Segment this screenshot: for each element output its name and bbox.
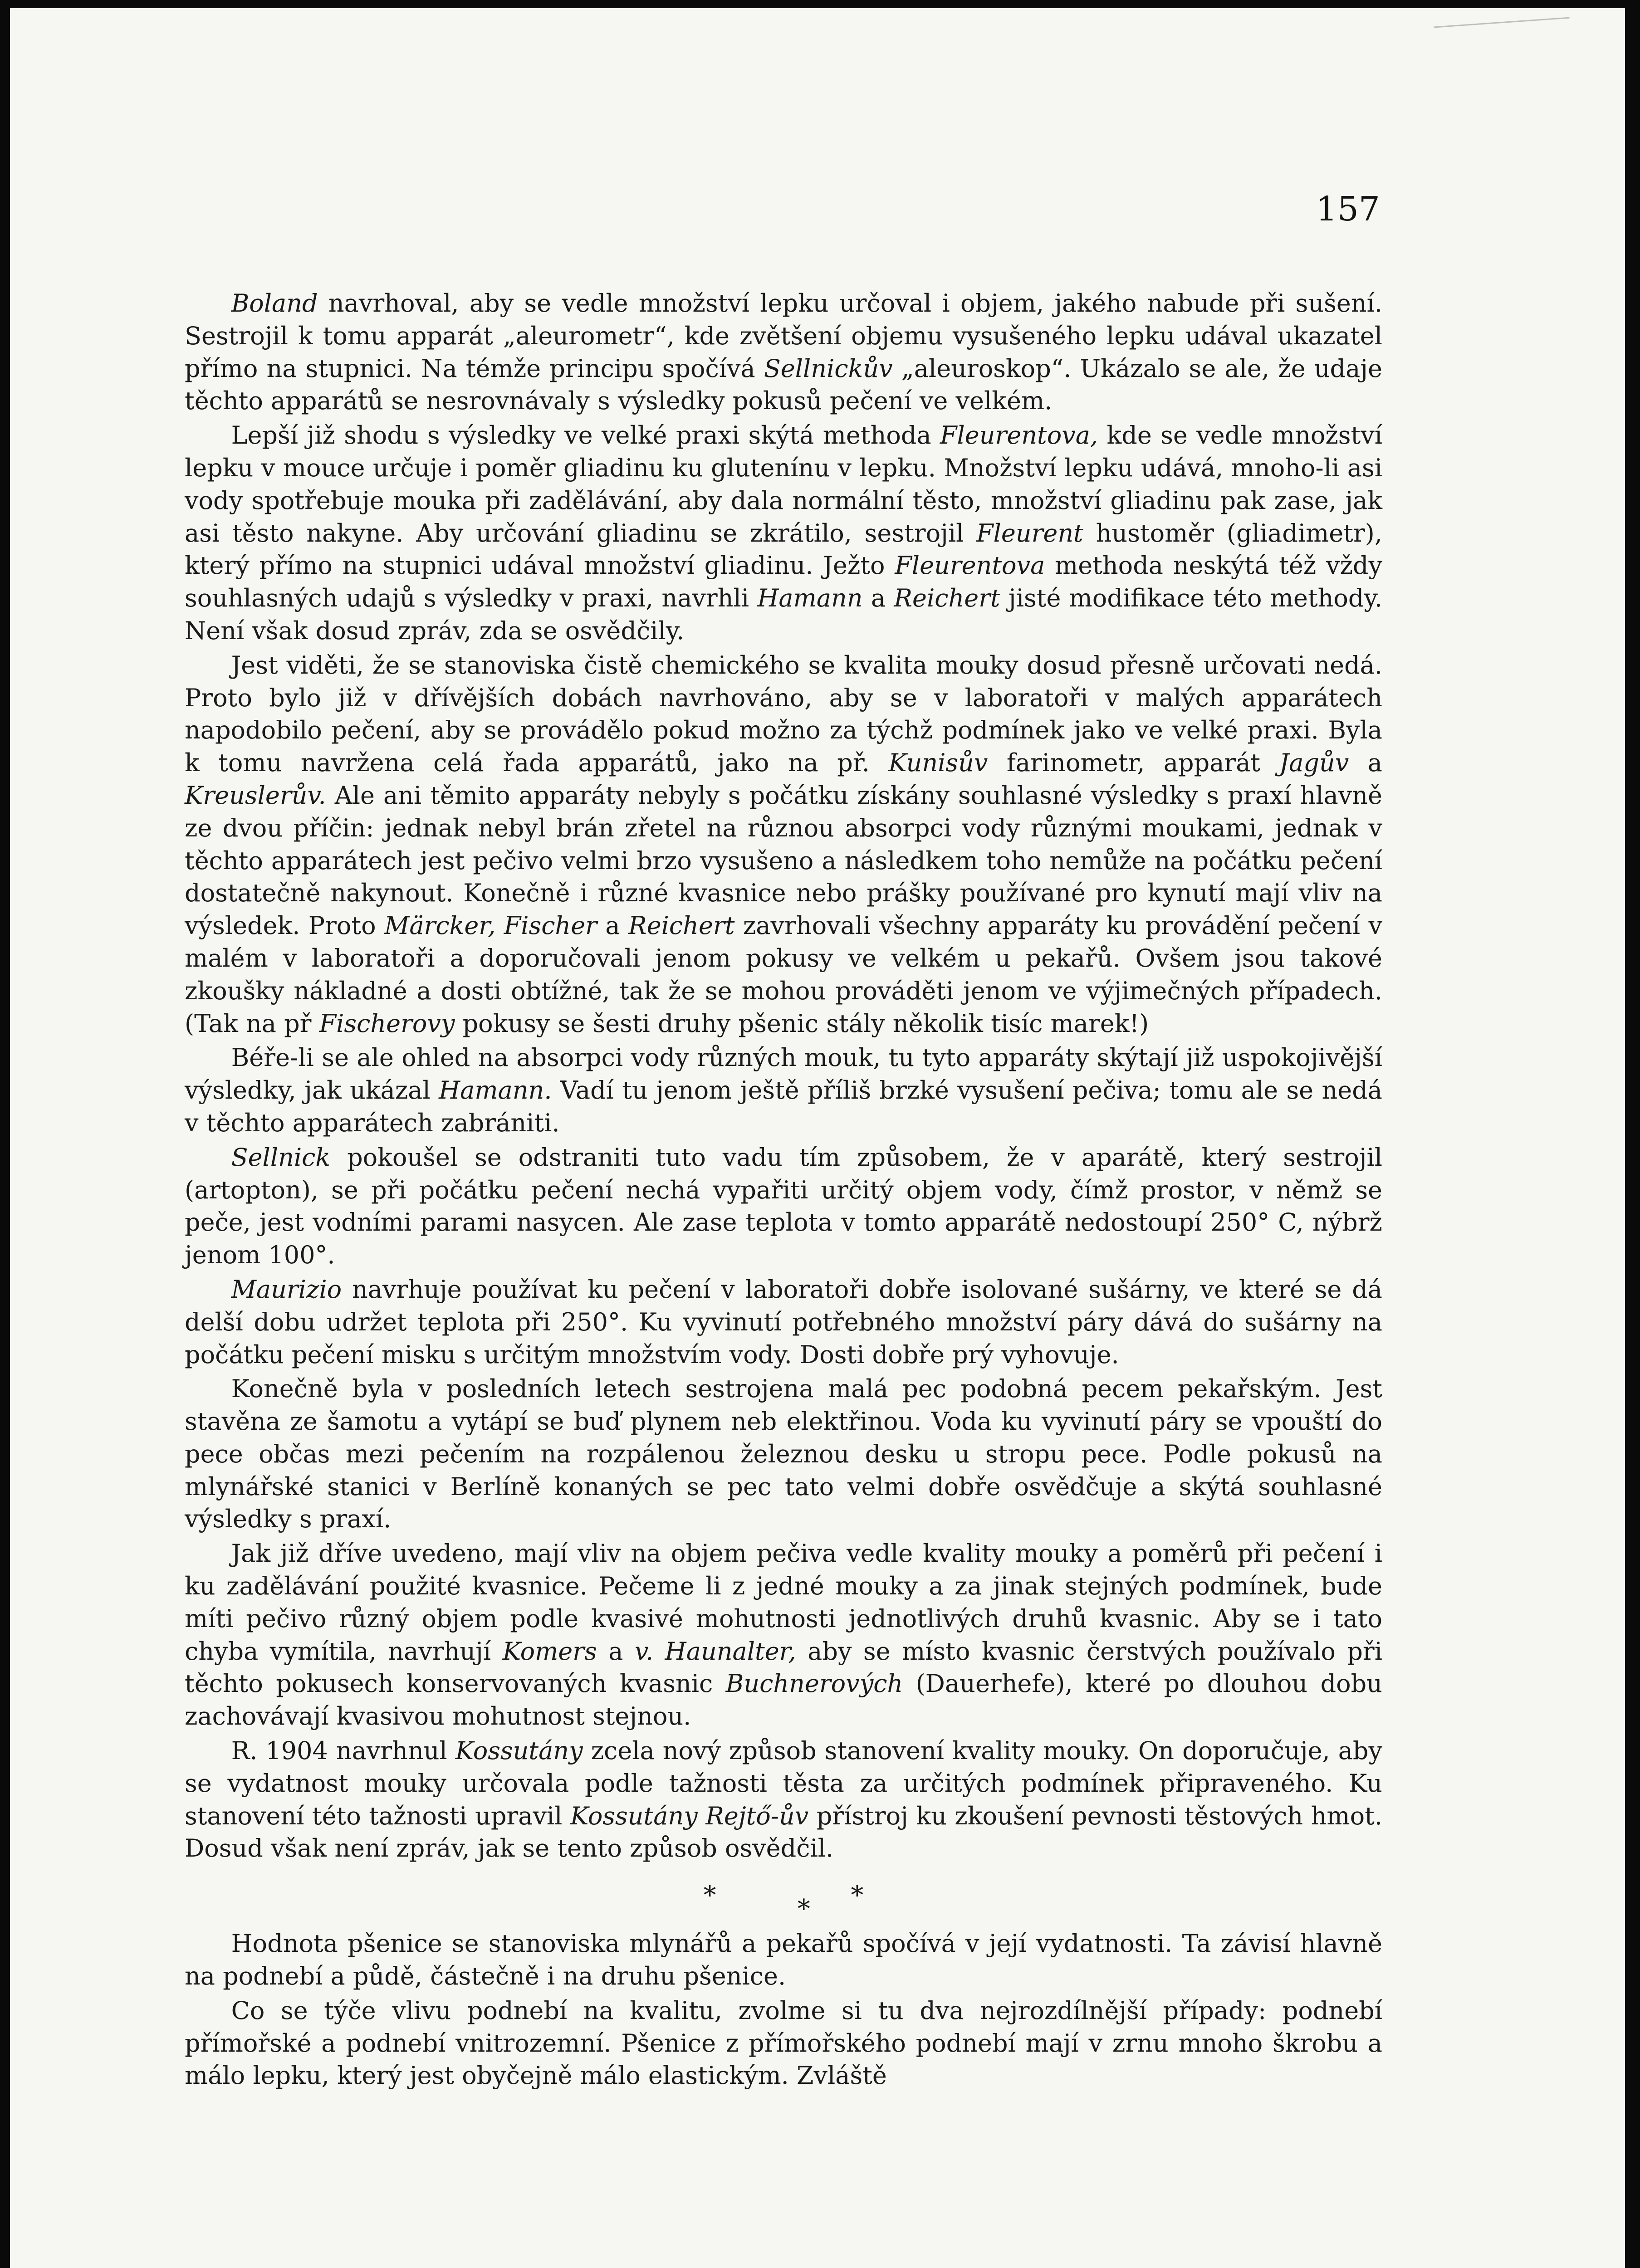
italic-name: Hamann: [757, 584, 863, 613]
text-run: kde se vedle množství lepku v mouce určuje i poměr gliadinu ku glutenínu v lepku. Množství lepku udává, mnoho-li asi vody spotřebuje mouka při zadělávání, aby dala normální těsto, množství gliadinu pak zase, jak asi těsto nakyne. Aby určování gliadinu se zkrátilo, sestrojil: [185, 421, 1382, 547]
italic-name: Reichert: [894, 584, 1000, 613]
italic-name: v. Haunalter,: [634, 1637, 796, 1666]
text-run: Co se týče vlivu podnebí na kvalitu, zvolme si tu dva nejrozdílnější případy: podnebí přímořské a podnebí vnitrozemní. Pšenice z přímořského podnebí mají v zrnu mnoho škrobu a málo lepku, který jest obyčejně málo elastickým. Zvláště: [185, 1996, 1382, 2090]
text-run: pokusy se šesti druhy pšenic stály několik tisíc marek!): [455, 1009, 1149, 1038]
italic-name: Kossutány Rejtő-ův: [570, 1801, 809, 1830]
paragraph: [185, 649, 1382, 1040]
italic-name: Fleurent: [976, 518, 1083, 547]
paragraph: [185, 287, 1382, 417]
italic-name: Reichert: [628, 911, 735, 940]
body-paragraphs: [185, 287, 1382, 1865]
text-run: zavrhovali všechny apparáty ku provádění pečení v malém v laboratoři a doporučovali jenom pokusy ve velkém u pekařů. Ovšem jsou takové zkoušky nákladné a dosti obtížné, tak že se mohou prováděti jenom ve výjimečných případech. (Tak na př: [185, 911, 1382, 1038]
text-run: přístroj ku zkoušení pevnosti těstových hmot. Dosud však není zpráv, jak se tento způsob osvědčil.: [185, 1801, 1382, 1863]
text-run: (Dauerhefe), které po dlouhou dobu zachovávají kvasivou mohutnost stejnou.: [185, 1669, 1382, 1731]
text-run: Ale ani těmito apparáty nebyly s počátku získány souhlasné výsledky s praxí hlavně ze dvou příčin: jednak nebyl brán zřetel na různou absorpci vody různými moukami, jednak v těchto apparátech jest pečivo velmi brzo vysušeno a následkem toho nemůže na počátku pečení dostatečně nakynout. Konečně i různé kvasnice nebo prášky používané pro kynutí mají vliv na výsledek. Proto: [185, 781, 1382, 940]
text-run: methoda neskýtá též vždy souhlasných udajů s výsledky v praxi, navrhli: [185, 551, 1382, 613]
text-run: farinometr, apparát: [988, 748, 1279, 777]
scan-edge-mark: [1434, 17, 1571, 55]
paragraph: [185, 1537, 1382, 1733]
text-run: zcela nový způsob stanovení kvality mouky. On doporučuje, aby se vydatnost mouky určovala podle tažnosti těsta za určitých podmínek připraveného. Ku stanovení této tažnosti upravil: [185, 1736, 1382, 1830]
text-run: a: [1349, 748, 1382, 777]
text-run: a: [597, 911, 629, 940]
italic-name: Fleurentova: [895, 551, 1045, 580]
paragraph: [185, 1927, 1382, 1993]
italic-name: Märcker, Fischer: [384, 911, 597, 940]
book-page: [10, 8, 1625, 2268]
text-run: a: [597, 1637, 635, 1666]
asterisk: *: [851, 1881, 904, 1911]
italic-name: Sellnickův: [764, 354, 893, 383]
paragraph: [185, 1735, 1382, 1865]
closing-paragraphs: [185, 1927, 1382, 2092]
text-run: Béře-li se ale ohled na absorpci vody různých mouk, tu tyto apparáty skýtají již uspokojivější výsledky, jak ukázal: [185, 1043, 1382, 1105]
text-run: pokoušel se odstraniti tuto vadu tím způsobem, že v aparátě, který sestrojil (artopton), se při počátku pečení nechá vypařiti určitý objem vody, čímž prostor, v němž se peče, jest vodními parami nasycen. Ale zase teplota v tomto apparátě nedostoupí 250° C, nýbrž jenom 100°.: [185, 1143, 1382, 1270]
text-run: aby se místo kvasnic čerstvých používalo při těchto pokusech konservovaných kvasnic: [185, 1637, 1382, 1698]
paragraph: [185, 1273, 1382, 1371]
italic-name: Sellnick: [231, 1143, 331, 1172]
italic-name: Maurizio: [231, 1275, 342, 1304]
text-run: Jest viděti, že se stanoviska čistě chemického se kvalita mouky dosud přesně určovati nedá. Proto bylo již v dřívějších dobách navrhováno, aby se v laboratoři v malých apparátech napodobilo pečení, aby se provádělo pokud možno za týchž podmínek jako ve velké praxi. Byla k tomu navržena celá řada apparátů, jako na př.: [185, 650, 1382, 777]
italic-name: Boland: [231, 289, 318, 318]
asterisk: *: [797, 1894, 851, 1924]
paragraph: [185, 1041, 1382, 1139]
paragraph: [185, 419, 1382, 647]
text-run: „aleuroskop“. Ukázalo se ale, že udaje těchto apparátů se nesrovnávaly s výsledky pokusů pečení ve velkém.: [185, 354, 1382, 415]
paragraph: [185, 1994, 1382, 2092]
text-run: Hodnota pšenice se stanoviska mlynářů a pekařů spočívá v její vydatnosti. Ta závisí hlavně na podnebí a půdě, částečně i na druhu pšenice.: [185, 1929, 1382, 1991]
text-run: Lepší již shodu s výsledky ve velké praxi skýtá methoda: [231, 421, 940, 450]
text-run: navrhuje používat ku pečení v laboratoři dobře isolované sušárny, ve které se dá delší dobu udržet teplota při 250°. Ku vyvinutí potřebného množství páry dává do sušárny na počátku pečení misku s určitým množstvím vody. Dosti dobře prý vyhovuje.: [185, 1275, 1382, 1369]
italic-name: Komers: [502, 1637, 597, 1666]
italic-name: Kreuslerův.: [185, 781, 326, 810]
asterisk: *: [703, 1881, 757, 1911]
page-number: 157: [1316, 190, 1380, 229]
text-run: navrhoval, aby se vedle množství lepku určoval i objem, jakého nabude při sušení. Sestrojil k tomu apparát „aleurometr“, kde zvětšení objemu vysušeného lepku udával ukazatel přímo na stupnici. Na témže principu spočívá: [185, 289, 1382, 383]
text-run: a: [862, 584, 894, 613]
section-divider: [185, 1882, 1382, 1927]
text-run: R. 1904 navrhnul: [231, 1736, 455, 1765]
paragraph: [185, 1141, 1382, 1271]
body-text: [185, 287, 1382, 2092]
italic-name: Hamann.: [439, 1076, 552, 1105]
text-run: Konečně byla v posledních letech sestrojena malá pec podobná pecem pekařským. Jest stavěna ze šamotu a vytápí se buď plynem neb elektřinou. Voda ku vyvinutí páry se vpouští do pece občas mezi pečením na rozpálenou železnou desku u stropu pece. Podle pokusů na mlynářské stanici v Berlíně konaných se pec tato velmi dobře osvědčuje a skýtá souhlasné výsledky s praxí.: [185, 1374, 1382, 1534]
text-run: Jak již dříve uvedeno, mají vliv na objem pečiva vedle kvality mouky a poměrů při pečení i ku zadělávání použité kvasnice. Pečeme li z jedné mouky a za jinak stejných podmínek, bude míti pečivo různý objem podle kvasivé mohutnosti jednotlivých druhů kvasnic. Aby se i tato chyba vymítila, navrhují: [185, 1539, 1382, 1666]
italic-name: Buchnerových: [725, 1669, 903, 1698]
italic-name: Kossutány: [455, 1736, 583, 1765]
italic-name: Kunisův: [888, 748, 988, 777]
text-run: Vadí tu jenom ještě příliš brzké vysušení pečiva; tomu ale se nedá v těchto apparátech zabrániti.: [185, 1076, 1382, 1137]
italic-name: Fischerovy: [319, 1009, 455, 1038]
paragraph: [185, 1373, 1382, 1535]
text-run: hustoměr (gliadimetr), který přímo na stupnici udával množství gliadinu. Ježto: [185, 518, 1382, 580]
italic-name: Jagův: [1279, 748, 1349, 777]
text-run: jisté modifikace této methody. Není však dosud zpráv, zda se osvědčily.: [185, 584, 1383, 645]
italic-name: Fleurentova,: [940, 421, 1098, 450]
